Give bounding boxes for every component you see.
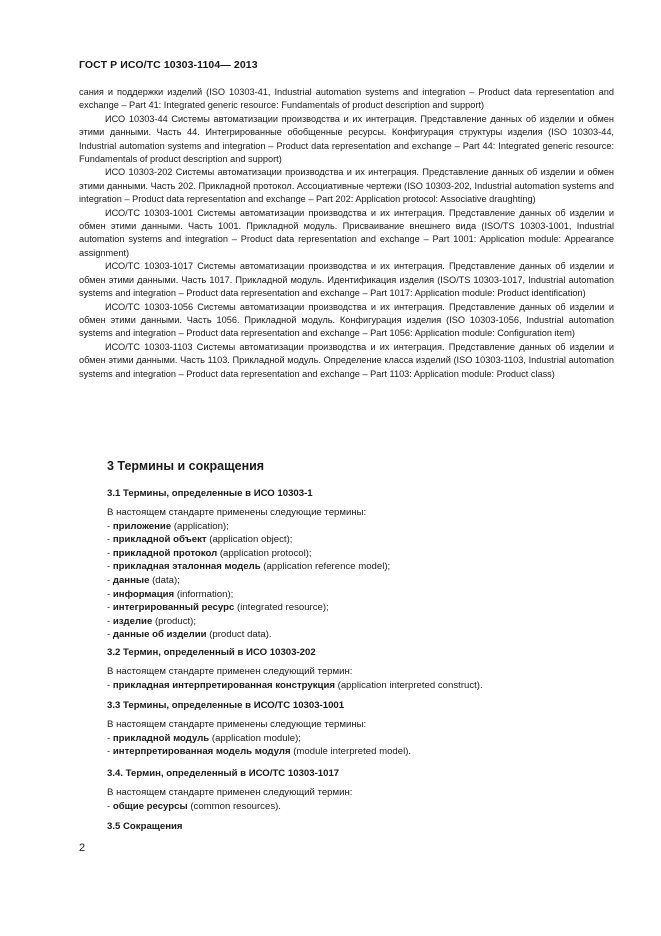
term-english: (application module); (211, 732, 301, 744)
subsection-3-1-body (107, 506, 614, 642)
term-english: (application reference model); (263, 561, 391, 573)
term-item: - информация (information); (107, 588, 234, 600)
intro-text: В настоящем стандарте применен следующий термин: (107, 666, 353, 677)
subsection-3-3-heading: 3.3 Термины, определенные в ИСО/ТС 10303-1001 (107, 700, 345, 711)
term-english: (application interpreted construct). (337, 679, 483, 691)
term-item: - прикладной модуль (application module); (107, 732, 301, 744)
reference-item: ИСО/ТС 10303-1103 Системы автоматизации производства и их интеграция. Представление данных об изделии и обмен этими данными. Часть 1103. Прикладной модуль. Определение класса изделий (ISO 10303-1103, Industrial automation systems and integration – Product data representation and exchange – Part 1103: Application module: Product class) (79, 341, 614, 379)
section-3-heading: 3 Термины и сокращения (107, 459, 265, 473)
term-item: - данные (data); (107, 574, 180, 586)
subsection-3-4-body (107, 786, 614, 813)
page-number: 2 (79, 842, 86, 854)
term: прикладная эталонная модель (112, 561, 261, 573)
term-english: (integrated resource); (237, 602, 329, 614)
subsection-3-5-heading: 3.5 Сокращения (107, 821, 183, 832)
reference-item: ИСО 10303-44 Системы автоматизации производства и их интеграция. Представление данных об изделии и обмен этими данными. Часть 44. Интегрированные обобщенные ресурсы. Конфигурация структуры изделия (ISO 10303-44, Industrial automation systems and integration – Product data representation and exchange – Part 44: Integrated generic resource: Fundamentals of product description and support) (79, 113, 614, 165)
term-item: - прикладной объект (application object); (107, 534, 293, 546)
reference-item: ИСО/ТС 10303-1017 Системы автоматизации производства и их интеграция. Представление данных об изделии и обмен этими данными. Часть 1017. Прикладной модуль. Идентификация изделия (ISO/TS 10303-1017, Industrial automation systems and integration – Product data representation and exchange – Part 1017: Application module: Product identification) (79, 261, 614, 299)
term-item: - изделие (product); (107, 615, 197, 627)
term: изделие (112, 615, 153, 627)
term-english: (product data). (209, 629, 272, 641)
subsection-3-1-heading: 3.1 Термины, определенные в ИСО 10303-1 (107, 488, 313, 499)
intro-text: В настоящем стандарте применены следующие термины: (107, 507, 367, 518)
term-english: (application); (173, 520, 229, 532)
reference-item: ИСО/ТС 10303-1056 Системы автоматизации производства и их интеграция. Представление данных об изделии и обмен этими данными. Часть 1056. Прикладной модуль. Конфигурация изделия (ISO 10303-1056, Industrial automation systems and integration – Product data representation and exchange – Part 1056: Application module: Configuration item) (79, 301, 614, 339)
term-english: (application object); (209, 534, 293, 546)
reference-item: ИСО 10303-202 Системы автоматизации производства и их интеграция. Представление данных об изделии и обмен этими данными. Часть 202. Прикладной протокол. Ассоциативные чертежи (ISO 10303-202, Industrial automation systems and integration – Product data representation and exchange – Part 202: Application protocol: Associative draughting) (79, 167, 614, 205)
intro-text: В настоящем стандарте применен следующий термин: (107, 787, 353, 798)
term: прикладной модуль (112, 732, 210, 744)
intro-text: В настоящем стандарте применены следующие термины: (107, 719, 367, 730)
term-item: - прикладной протокол (application protocol); (107, 547, 312, 559)
term: интерпретированная модель модуля (112, 746, 291, 758)
term-item: - прикладная интерпретированная конструкция (application interpreted construct). (107, 679, 483, 691)
reference-item: сания и поддержки изделий (ISO 10303-41, Industrial automation systems and integration – Product data representation and exchange – Part 41: Integrated generic resource: Fundamentals of product description and support) (79, 87, 614, 111)
subsection-3-4-heading: 3.4. Термин, определенный в ИСО/ТС 10303-1017 (107, 768, 340, 779)
term-item: - прикладная эталонная модель (application reference model); (107, 561, 391, 573)
term: интегрированный ресурс (112, 602, 235, 614)
subsection-3-2-heading: 3.2 Термин, определенный в ИСО 10303-202 (107, 647, 316, 658)
term: данные об изделии (112, 629, 207, 641)
document-header: ГОСТ Р ИСО/ТС 10303-1104— 2013 (79, 59, 258, 71)
term: приложение (112, 520, 172, 532)
term-english: (application protocol); (219, 547, 312, 559)
term-english: (information); (176, 588, 234, 600)
term-item: - общие ресурсы (common resources). (107, 800, 281, 812)
term: информация (112, 588, 175, 600)
reference-item: ИСО/ТС 10303-1001 Системы автоматизации производства и их интеграция. Представление данных об изделии и обмен этими данными. Часть 1001. Прикладной модуль. Присваивание внешнего вида (ISO/TS 10303-1001, Industrial automation systems and integration – Product data representation and exchange – Part 1001: Application module: Appearance assignment) (79, 207, 614, 258)
term-english: (product); (154, 615, 197, 627)
term: прикладной объект (112, 534, 207, 546)
term-item: - приложение (application); (107, 520, 229, 532)
subsection-3-2-body (107, 665, 614, 692)
term-item: - данные об изделии (product data). (107, 629, 272, 641)
term-english: (common resources). (190, 800, 281, 812)
term: прикладная интерпретированная конструкция (112, 679, 335, 691)
term-english: (data); (152, 574, 180, 586)
normative-references (79, 86, 614, 381)
term: общие ресурсы (112, 800, 188, 812)
subsection-3-3-body (107, 718, 614, 759)
term-item: - интерпретированная модель модуля (module interpreted model). (107, 746, 412, 758)
term: прикладной протокол (112, 547, 218, 559)
term-item: - интегрированный ресурс (integrated resource); (107, 602, 329, 614)
term: данные (112, 574, 150, 586)
term-english: (module interpreted model). (293, 746, 412, 758)
